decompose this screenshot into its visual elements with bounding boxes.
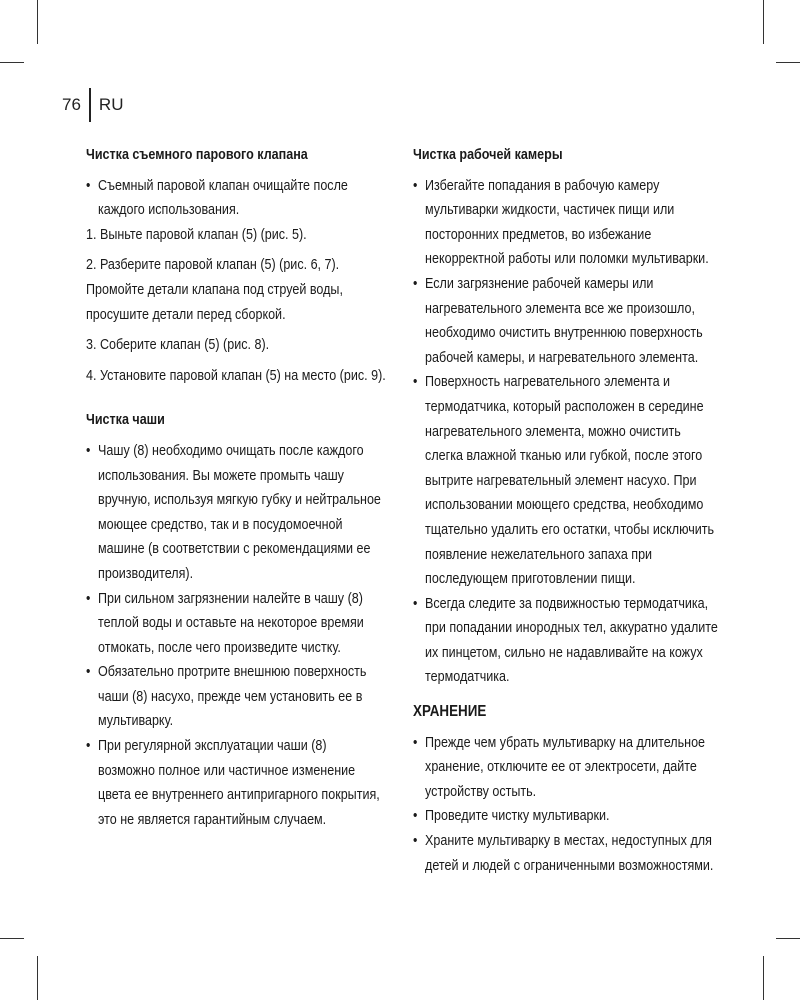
crop-mark [0,938,24,939]
crop-mark [763,0,764,44]
bowl-bullets [86,439,386,833]
valve-step: 4. Установите паровой клапан (5) на место (рис. 9). [86,367,386,384]
crop-mark [37,0,38,44]
valve-cleaning-heading: Чистка съемного парового клапана [86,147,308,163]
list-item: • Чашу (8) необходимо очищать после каждого использования. Вы можете промыть чашу вручную, используя мягкую губку и нейтральное моющее средство, так и в посудомоечной машине (в соответствии с рекомендациями ее производителя). [86,439,386,587]
valve-step: 3. Соберите клапан (5) (рис. 8). [86,337,270,354]
page-header [62,88,123,122]
crop-mark [776,938,800,939]
list-item: • Обязательно протрите внешнюю поверхность чаши (8) насухо, прежде чем установить ее в мультиварку. [86,660,386,734]
list-item: • При регулярной эксплуатации чаши (8) возможно полное или частичное изменение цвета ее внутреннего антипригарного покрытия, это не является гарантийным случаем. [86,734,386,832]
crop-mark [37,956,38,1000]
page-number: 76 [62,95,81,114]
valve-step: 1. Выньте паровой клапан (5) (рис. 5). [86,226,307,243]
storage-heading: ХРАНЕНИЕ [413,703,487,721]
language-label: RU [98,95,124,114]
list-item: • Избегайте попадания в рабочую камеру мультиварки жидкости, частичек пищи или посторонних предметов, во избежание некорректной работы или поломки мультиварки. [413,174,721,272]
valve-step: 2. Разберите паровой клапан (5) (рис. 6, 7). Промойте детали клапана под струей воды, просушите детали перед сборкой. [86,257,343,323]
storage-bullets [413,731,721,879]
list-item: • Если загрязнение рабочей камеры или нагревательного элемента все же произошло, необходимо очистить внутреннюю поверхность рабочей камеры, и нагревательного элемента. [413,272,721,370]
crop-mark [763,956,764,1000]
chamber-cleaning-heading: Чистка рабочей камеры [413,147,563,163]
right-column [413,143,721,878]
crop-mark [0,62,24,63]
list-item: • Съемный паровой клапан очищайте после каждого использования. [86,174,386,223]
list-item: • При сильном загрязнении налейте в чашу (8) теплой воды и оставьте на некоторое времяи отмокать, после чего произведите чистку. [86,587,386,661]
list-item: • Поверхность нагревательного элемента и термодатчика, который расположен в середине нагревательного элемента, можно очистить слегка влажной тканью или губкой, после этого вытрите нагревательный элемент насухо. При использовании моющего средства, необходимо тщательно удалить его остатки, чтобы исключить появление нежелательного запаха при последующем приготовлении пищи. [413,370,721,591]
list-item: • Всегда следите за подвижностью термодатчика, при попадании инородных тел, аккуратно удалите их пинцетом, сильно не надавливайте на кожух термодатчика. [413,592,721,690]
valve-bullets [86,174,386,223]
crop-mark [776,62,800,63]
bowl-cleaning-heading: Чистка чаши [86,412,165,429]
chamber-bullets [413,174,721,690]
left-column [86,143,386,832]
list-item: • Храните мультиварку в местах, недоступных для детей и людей с ограниченными возможностями. [413,829,721,878]
list-item: • Прежде чем убрать мультиварку на длительное хранение, отключите ее от электросети, дайте устройству остыть. [413,731,721,805]
list-item: • Проведите чистку мультиварки. [413,804,721,829]
